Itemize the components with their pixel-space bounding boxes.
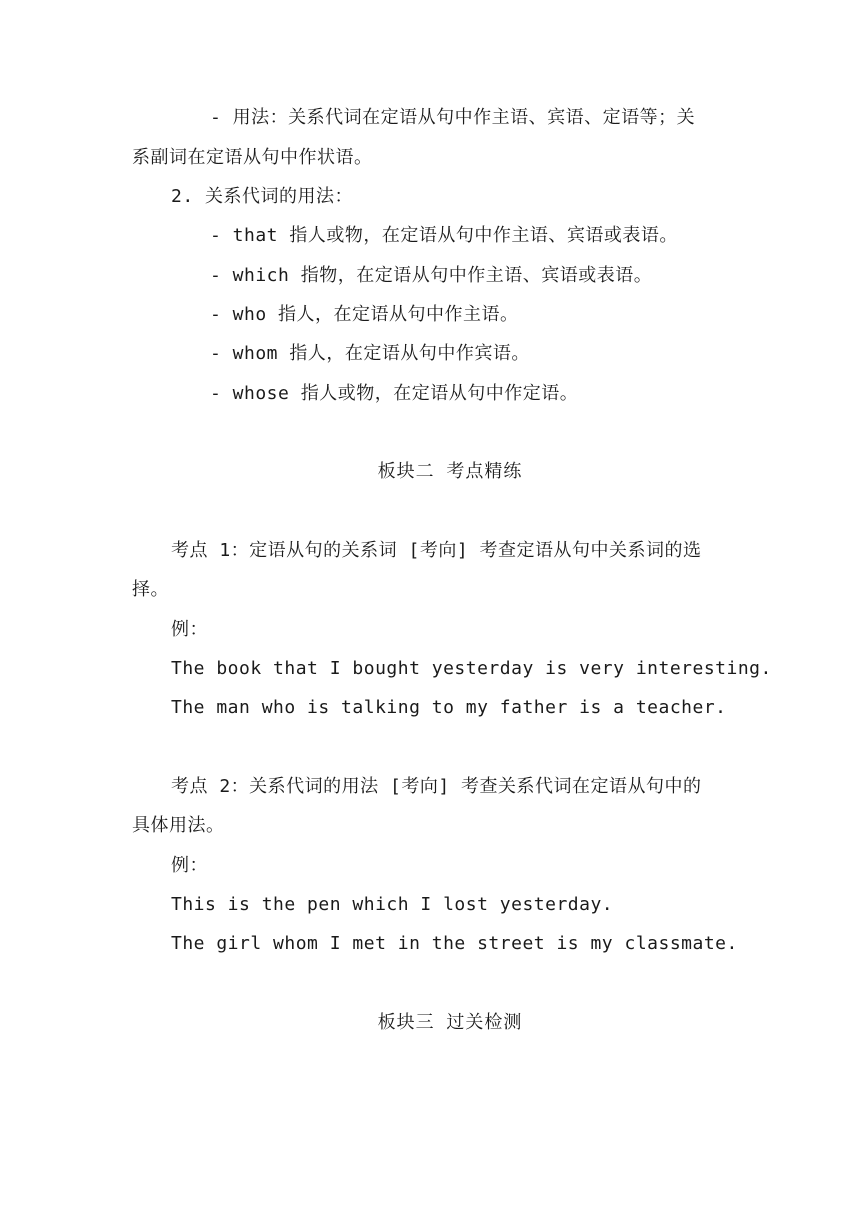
point1-example-2: The man who is talking to my father is a teacher. [171, 697, 727, 718]
point1-line-1: 考点 1：定语从句的关系词 [考向] 考查定语从句中关系词的选 [171, 540, 702, 561]
pronoun-item-whose: - whose 指人或物，在定语从句中作定语。 [210, 383, 579, 404]
pronoun-item-that: - that 指人或物，在定语从句中作主语、宾语或表语。 [210, 225, 678, 246]
point1-example-1: The book that I bought yesterday is very interesting. [171, 658, 772, 679]
point2-line-1: 考点 2：关系代词的用法 [考向] 考查关系代词在定语从句中的 [171, 776, 702, 797]
point2-example-label: 例： [171, 855, 208, 876]
usage-line-1: - 用法：关系代词在定语从句中作主语、宾语、定语等；关 [210, 107, 696, 128]
pronoun-usage-title: 2. 关系代词的用法： [171, 186, 354, 207]
pronoun-item-whom: - whom 指人，在定语从句中作宾语。 [210, 343, 530, 364]
usage-line-2: 系副词在定语从句中作状语。 [132, 147, 373, 168]
point2-example-2: The girl whom I met in the street is my classmate. [171, 933, 738, 954]
point2-example-1: This is the pen which I lost yesterday. [171, 894, 614, 915]
point1-line-2: 择。 [132, 579, 169, 600]
point1-example-label: 例： [171, 619, 208, 640]
section3-heading: 板块三 过关检测 [377, 1012, 523, 1033]
pronoun-item-who: - who 指人，在定语从句中作主语。 [210, 304, 519, 325]
pronoun-item-which: - which 指物，在定语从句中作主语、宾语或表语。 [210, 265, 653, 286]
point2-line-2: 具体用法。 [132, 815, 225, 836]
section2-heading: 板块二 考点精练 [377, 461, 523, 482]
